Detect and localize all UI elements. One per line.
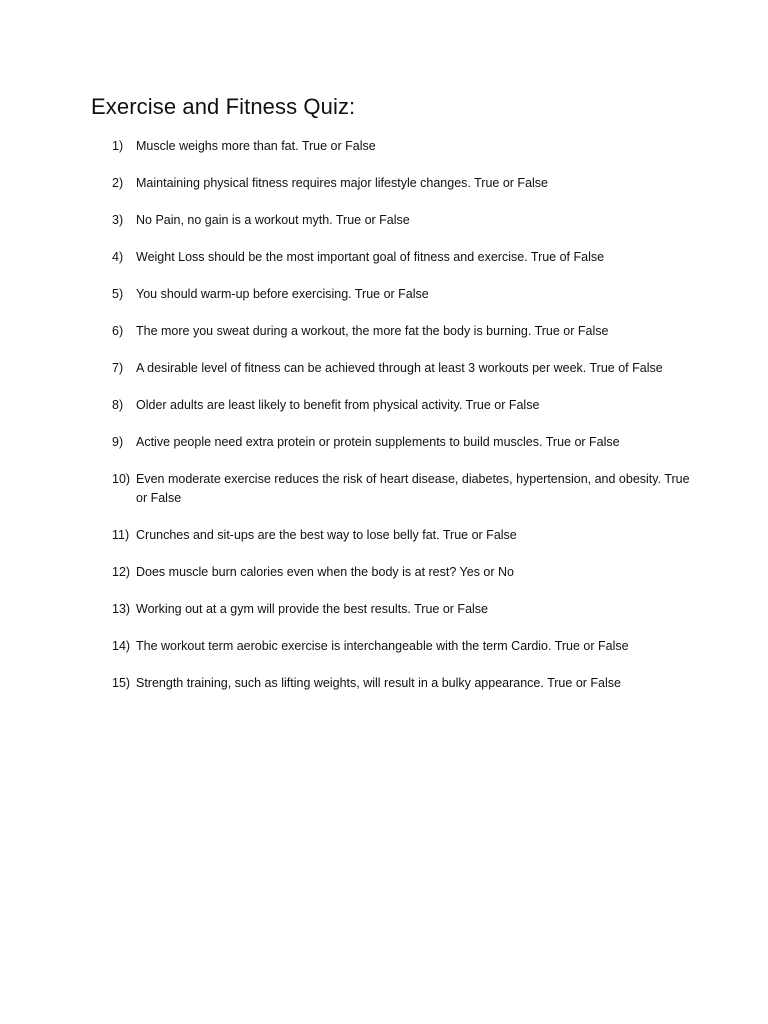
question-text: Maintaining physical fitness requires major lifestyle changes. True or False [136,176,548,190]
question-number: 11) [112,528,130,542]
quiz-title: Exercise and Fitness Quiz: [91,94,356,119]
question-text: The workout term aerobic exercise is interchangeable with the term Cardio. True or False [136,639,629,653]
question-number: 9) [112,435,124,449]
question-item-10 [100,470,690,508]
question-number: 4) [112,250,124,264]
question-item-7 [100,359,690,378]
question-item-14 [100,637,690,656]
question-item-12 [100,563,690,582]
question-number: 7) [112,361,124,375]
question-item-8 [100,396,690,415]
question-item-13 [100,600,690,619]
question-number: 3) [112,213,124,227]
question-item-11 [100,526,690,545]
question-text: Active people need extra protein or protein supplements to build muscles. True or False [136,435,620,449]
question-item-1 [100,137,690,156]
question-number: 8) [112,398,124,412]
question-number: 5) [112,287,124,301]
question-text: Even moderate exercise reduces the risk of heart disease, diabetes, hypertension, and obesity. True or False [136,472,690,505]
question-item-4 [100,248,690,267]
question-text: Older adults are least likely to benefit from physical activity. True or False [136,398,540,412]
question-text: You should warm-up before exercising. True or False [136,287,429,301]
question-number: 13) [112,602,131,616]
question-number: 1) [112,139,124,153]
question-item-2 [100,174,690,193]
question-text: Strength training, such as lifting weights, will result in a bulky appearance. True or False [136,676,621,690]
question-item-9 [100,433,690,452]
question-text: Does muscle burn calories even when the body is at rest? Yes or No [136,565,514,579]
question-text: Muscle weighs more than fat. True or False [136,139,376,153]
question-number: 2) [112,176,124,190]
question-number: 15) [112,676,131,690]
question-item-15 [100,674,690,693]
question-item-3 [100,211,690,230]
question-number: 14) [112,639,131,653]
question-text: Working out at a gym will provide the best results. True or False [136,602,489,616]
question-item-5 [100,285,690,304]
question-text: The more you sweat during a workout, the more fat the body is burning. True or False [136,324,609,338]
question-number: 10) [112,472,131,486]
question-number: 6) [112,324,124,338]
question-text: A desirable level of fitness can be achieved through at least 3 workouts per week. True of False [136,361,663,375]
question-list [100,137,690,711]
question-text: Crunches and sit-ups are the best way to lose belly fat. True or False [136,528,517,542]
question-number: 12) [112,565,131,579]
question-text: Weight Loss should be the most important goal of fitness and exercise. True of False [136,250,605,264]
question-text: No Pain, no gain is a workout myth. True or False [136,213,410,227]
question-item-6 [100,322,690,341]
